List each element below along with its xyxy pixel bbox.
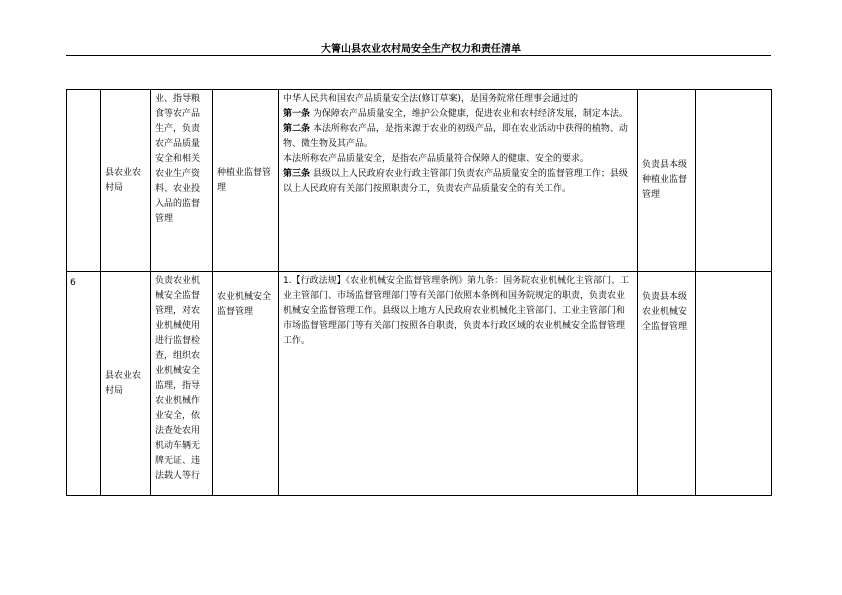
duty-cell: 业、指导粮食等农产品生产，负责农产品质量安全和相关农业生产资料、农业投入品的监督管理 <box>151 90 213 272</box>
duty-cell: 负责农业机械安全监督管理，对农业机械使用进行监督检查，组织农业机械安全监理，指导农业机械作业安全，依法查处农用机动车辆无牌无证、违法载人等行 <box>151 272 213 496</box>
basis-para: 第二条 本法所称农产品，是指来源于农业的初级产品，即在农业活动中获得的植物、动物、微生物及其产品。 <box>283 124 628 149</box>
item-cell: 种植业监督管理 <box>213 90 279 272</box>
item-cell: 农业机械安全监督管理 <box>213 272 279 496</box>
title-rule <box>66 55 771 56</box>
basis-para: 中华人民共和国农产品质量安全法(修订草案)，是国务院常任理事会通过的 <box>283 94 579 104</box>
dept-cell: 县农业农村局 <box>101 90 151 272</box>
resp-cell: 负责县本级农业机械安全监督管理 <box>638 272 696 496</box>
basis-para: 本法所称农产品质量安全，是指农产品质量符合保障人的健康、安全的要求。 <box>283 154 590 164</box>
responsibility-table <box>66 89 772 496</box>
index-cell: 6 <box>67 272 101 496</box>
basis-para: 1.【行政法规】《农业机械安全监督管理条例》第九条：国务院农业机械化主管部门、工业主管部门、市场监督管理部门等有关部门依照本条例和国务院规定的职责，负责农业机械安全监督管理工作。县级以上地方人民政府农业机械化主管部门、工业主管部门和市场监督管理部门等有关部门按照各自职责，负责本行政区域的农业机械安全监督管理工作。 <box>283 276 630 346</box>
index-cell <box>67 90 101 272</box>
table-row <box>67 90 772 272</box>
basis-para: 第一条 为保障农产品质量安全，维护公众健康，促进农业和农村经济发展，制定本法。 <box>283 109 628 119</box>
resp-cell: 负责县本级种植业监督管理 <box>638 90 696 272</box>
note-cell <box>696 272 772 496</box>
note-cell <box>696 90 772 272</box>
dept-cell: 县农业农村局 <box>101 272 151 496</box>
basis-para: 第三条 县级以上人民政府农业行政主管部门负责农产品质量安全的监督管理工作；县级以上人民政府有关部门按照职责分工，负责农产品质量安全的有关工作。 <box>283 169 628 194</box>
basis-cell <box>279 272 638 496</box>
table-row <box>67 272 772 496</box>
document-title: 大箐山县农业农村局安全生产权力和责任清单 <box>321 44 521 55</box>
basis-cell <box>279 90 638 272</box>
